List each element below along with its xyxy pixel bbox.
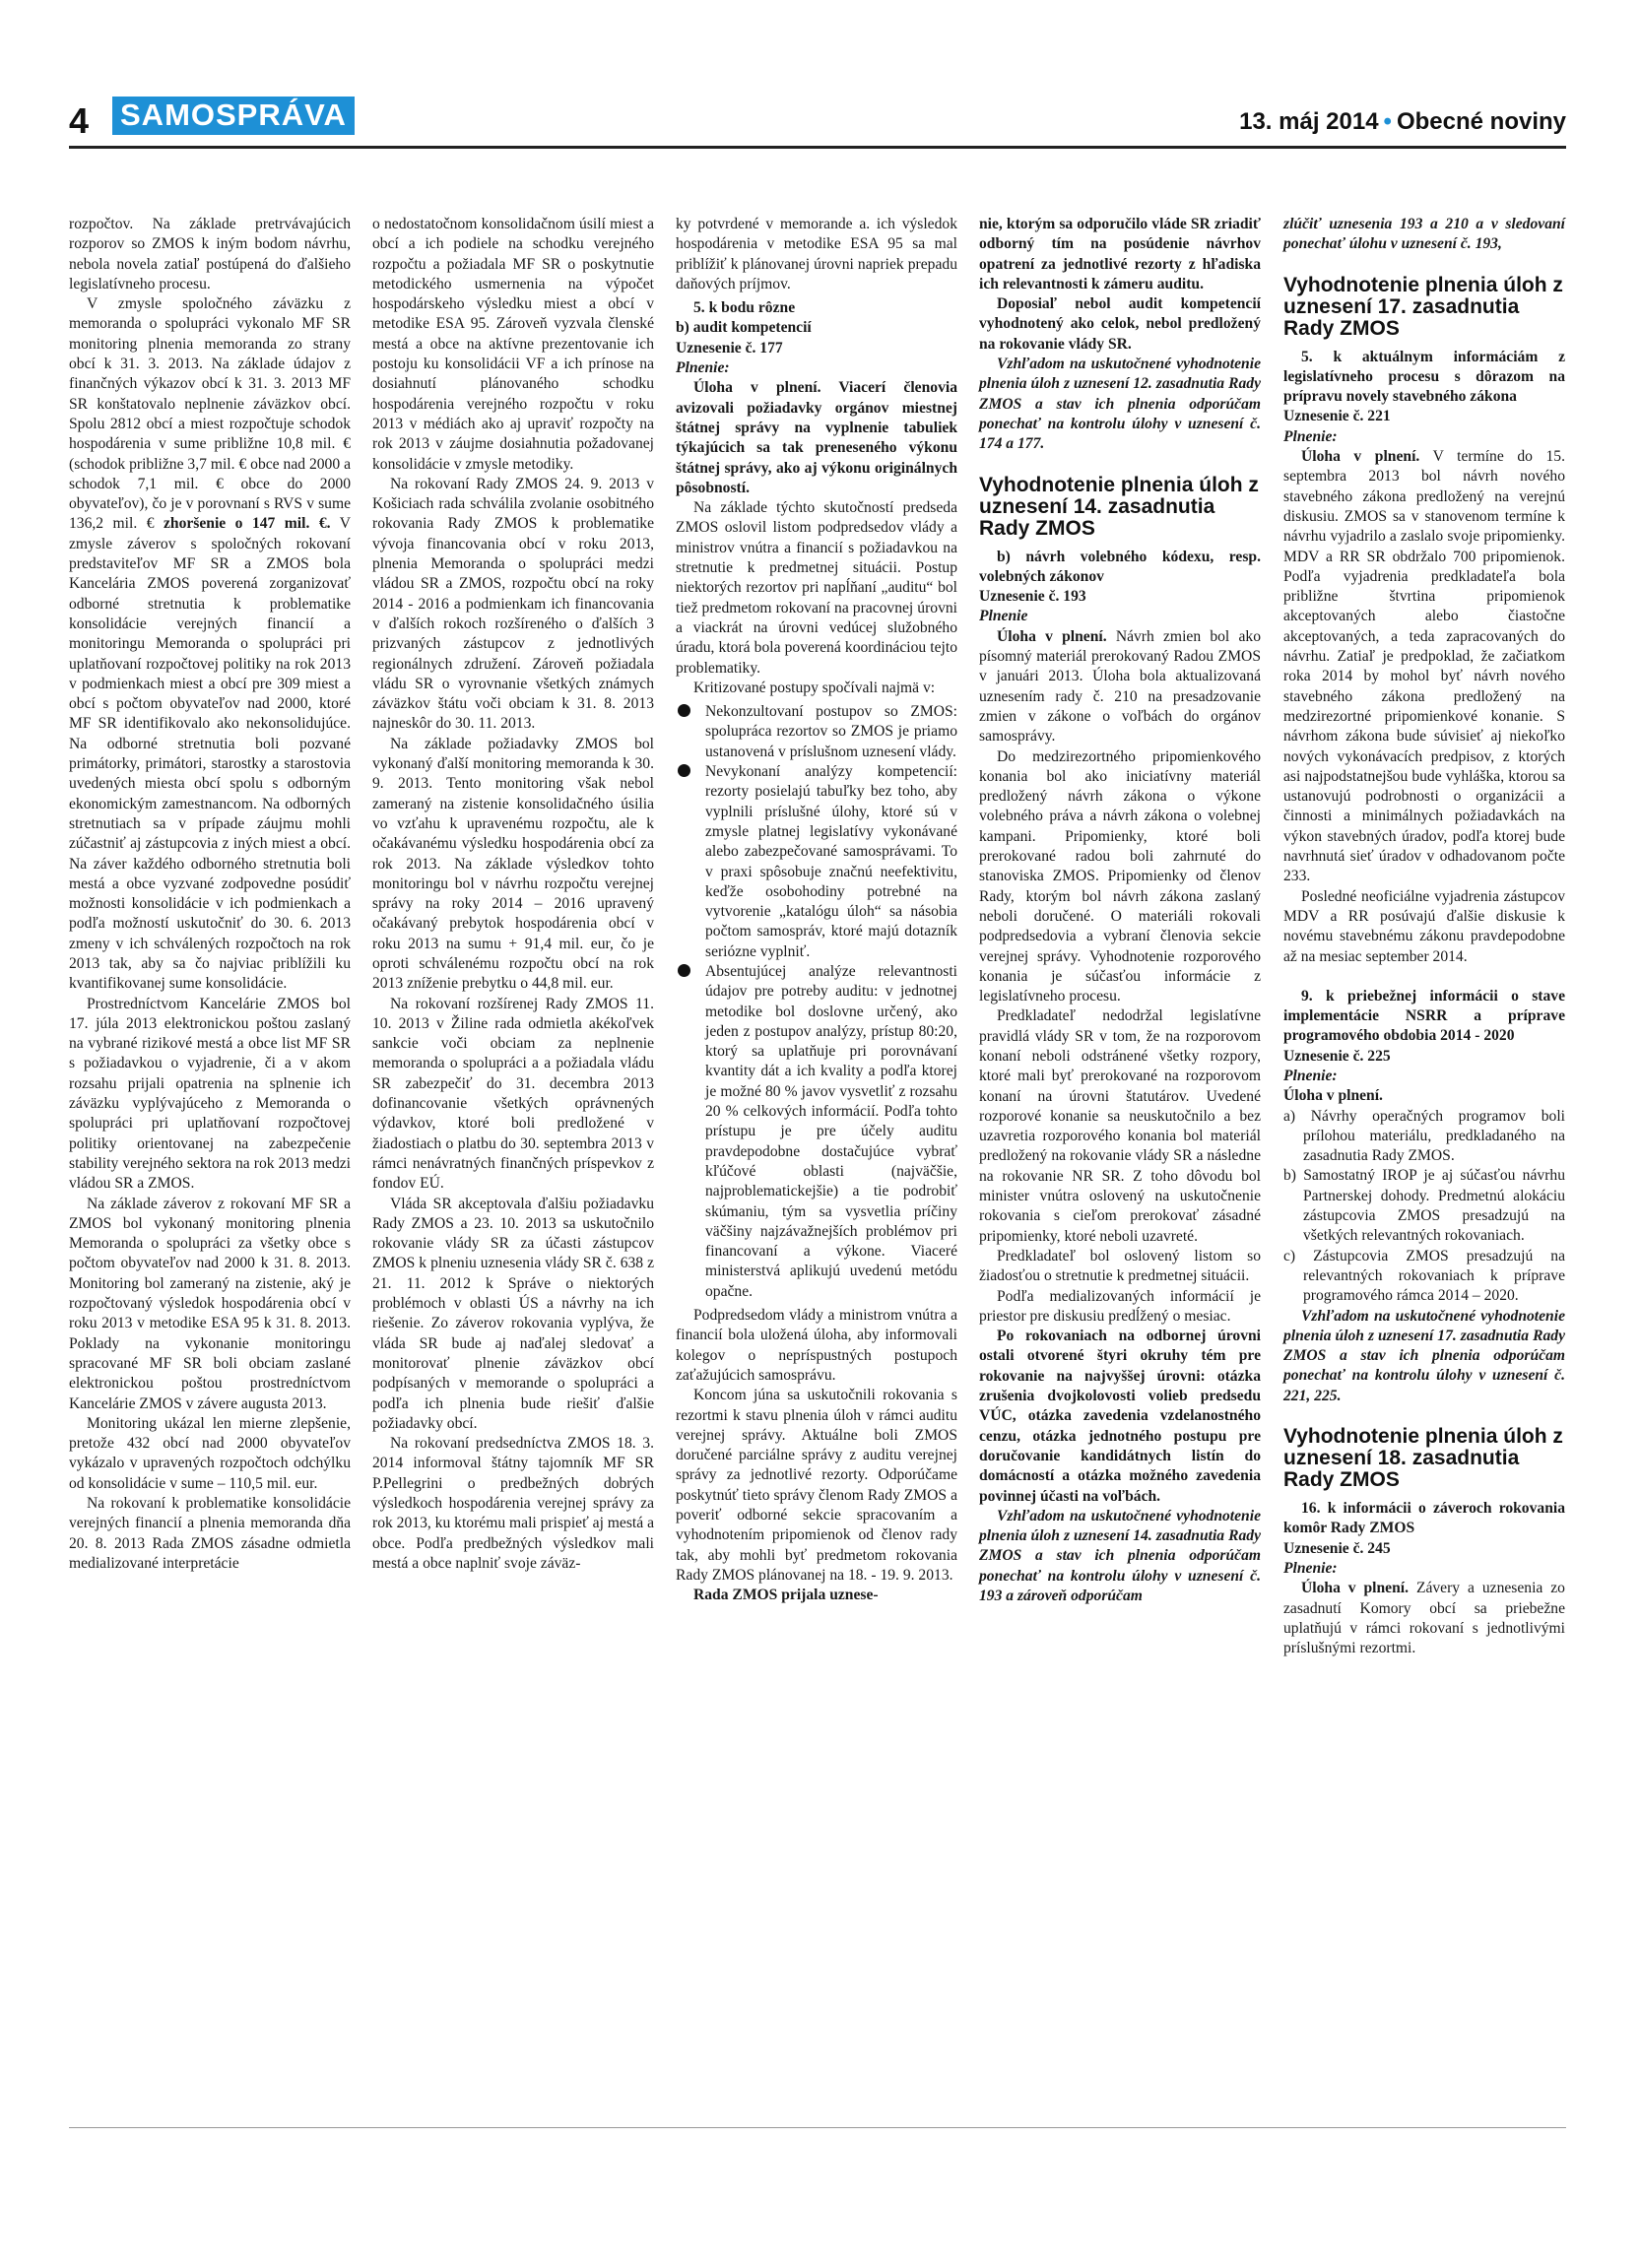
list-item xyxy=(676,962,957,1302)
list-item xyxy=(676,702,957,762)
list-item-text: Nevykonaní analýzy kompetencií: rezorty posielajú tabuľky bez toho, aby vyplnili príslušné úlohy, ktoré sú v zmysle platnej legislatívy vykonávané alebo zabezpečované samosprávami. To v praxi spôsobuje značnú neefektivitu, keďže osobohodiny potrebné na vytvorenie „katalógu úloh“ sa násobia počtom samospráv, ktoré majú dotazník seriózne vyplniť. xyxy=(705,763,957,960)
separator-dot: • xyxy=(1383,108,1392,135)
paragraph: Na rokovaní Rady ZMOS 24. 9. 2013 v Košiciach rada schválila zvolanie osobitného rokovania Rady ZMOS k problematike vývoja financovania obcí v roku 2013, plnenia Memoranda o spolupráci medzi vládou SR a ZMOS, rozpočtu obcí na roky 2014 - 2016 a podmienkam ich financovania v ďalších rokoch rozšíreného o ďalších 3 prizvaných zástupcov z jednotlivých regionálnych združení. Zároveň požiadala vládu SR o vyrovnanie všetkých známych záväzkov štátu voči obciam k 31. 8. 2013 najneskôr do 30. 11. 2013. xyxy=(372,475,654,733)
paragraph: Prostredníctvom Kancelárie ZMOS bol 17. júla 2013 elektronickou poštou zaslaný na vybrané rizikové mestá a obce list MF SR s požiadavkou o vyjadrenie, či a v akom rozsahu prijali opatrenia na splnenie ich záväzku vyplývajúceho z Memoranda o spolupráci pri uplatňovaní rozpočtovej politiky orientovanej na zabezpečenie stability verejného sektora na rok 2013 medzi vládou SR a ZMOS. xyxy=(69,995,351,1193)
status-lead: Úloha v plnení. xyxy=(1301,448,1420,466)
recommendation-paragraph: Vzhľadom na uskutočnené vyhodnotenie plnenia úloh z uznesení 14. zasadnutia Rady ZMOS a stav ich plnenia odporúčam ponechať na kontrolu úlohy v uznesení č. 193 a zároveň odporúčam xyxy=(979,1507,1261,1604)
text-run: V zmysle záverov s spoločných rokovaní predstaviteľov MF SR a ZMOS bola Kancelária ZMOS poverená zorganizovať odborné stretnutia k problematike konsolidácie verejných financií a monitoringu Memoranda o spolupráci pri uplatňovaní rozpočtovej politiky na rok 2013 v podmienkach miest a obcí pre 309 miest a obcí s počtom obyvateľov nad 2000, ktoré MF SR identifikovalo ako nekonsolidujúce. Na odborné stretnutia boli pozvané primátorky, primátori, starostky a starostovia uvedených miesta obcí spolu s odborným ekonomickým zamestnancom. Na odborných stretnutiach sa v prípade záujmu mohli zúčastniť aj zástupcovia z iných miest a obcí. Na záver každého odborného stretnutia boli mestá a obce vyzvané zodpovedne posúdiť možnosti konsolidácie v ich podmienkach a podľa možností uskutočniť do 30. 6. 2013 zmeny v ich schválených rozpočtoch na rok 2013 tak, aby sa čo najviac priblížili ku kvantifikovanej sume konsolidácie. xyxy=(69,515,351,993)
status-lead: Úloha v plnení. xyxy=(693,379,821,397)
paragraph: Po rokovaniach na odbornej úrovni ostali otvorené štyri okruhy tém pre rokovanie na najvyššej úrovni: otázka zrušenia dvojkolovosti volieb predsedu VÚC, otázka zavedenia vzdelanostného cenzu, otázka jednotného postupu pre doručovanie kandidátnych listín do domácností a otázka možného zavedenia povinnej účasti na voľbách. xyxy=(979,1328,1261,1505)
status-paragraph xyxy=(979,627,1261,747)
paragraph: Na rokovaní predsedníctva ZMOS 18. 3. 2014 informoval štátny tajomník MF SR P.Pellegrini o predbežných dobrých výsledkoch hospodárenia verejnej správy za rok 2013, ku ktorému mali prispieť aj mestá a obce. Podľa predbežných výsledkov mali mestá a obce naplniť svoje záväz- xyxy=(372,1435,654,1572)
recommendation-paragraph: zlúčiť uznesenia 193 a 210 a v sledovaní ponechať úlohu v uznesení č. 193, xyxy=(1283,216,1565,253)
paragraph xyxy=(69,294,351,994)
paragraph: Predkladateľ bol oslovený listom so žiadosťou o stretnutie k predmetnej situácii. xyxy=(979,1247,1261,1285)
page-number: 4 xyxy=(69,100,90,141)
status-paragraph xyxy=(1283,447,1565,887)
section-heading: Vyhodnotenie plnenia úloh z uznesení 17. zasadnutia Rady ZMOS xyxy=(1283,273,1563,340)
text-run: V zmysle spoločného záväzku z memoranda o spolupráci vykonalo MF SR monitoring plnenia memoranda zo strany obcí k 31. 3. 2013. Na základe údajov z finančných výkazov obcí k 31. 3. 2013 MF SR konštatovalo neplnenie záväzkov obcí. Spolu 2812 obcí a miest rozpočtuje schodok hospodárenia v sume približne 10,8 mil. € (schodok približne 3,7 mil. € obce nad 2000 a schodok 7,1 mil. € obce do 2000 obyvateľov), čo je v porovnaní s RVS v sume 136,2 mil. € xyxy=(69,295,351,533)
status-paragraph xyxy=(676,378,957,498)
text-run-bold: zhoršenie o 147 mil. €. xyxy=(163,515,331,533)
status-text: Návrh zmien bol ako písomný materiál prerokovaný Radou ZMOS v januári 2013. Úloha bola aktualizovaná uznesením rady č. 210 na presadzovanie zmien v zákone o voľbách do orgánov samosprávy. xyxy=(979,627,1261,745)
list-item-text: Absentujúcej analýze relevantnosti údajov pre potreby auditu: v jednotnej metodike bol doslovne určený, ako jeden z postupov analýzy, prístup 80:20, ktorý sa uplatňuje pri porovnávaní kvantity dát a ich kvality a podľa ktorej je možné 80 % javov vysvetliť z rozsahu 20 % celkových informácií. Podľa tohto prístupu je pre účely auditu pravdepodobne dostačujúce vybrať kľúčové oblasti (najväčšie, najproblematickejšie) a tie podrobiť skúmaniu, tým sa vysvetlia príčiny väčšiny najzávažnejších problémov pri financovaní a výkone. Viaceré ministerstvá aplikujú uvedenú metódu opačne. xyxy=(705,962,957,1300)
paragraph: Posledné neoficiálne vyjadrenia zástupcov MDV a RR posúvajú ďalšie diskusie k novému stavebnému zákonu pravdepodobne až na mesiac september 2014. xyxy=(1283,887,1565,965)
paragraph: nie, ktorým sa odporučilo vláde SR zriadiť odborný tím na posúdenie návrhov opatrení za jednotlivé rezorty z hľadiska ich relevantnosti k zámeru auditu. xyxy=(979,216,1261,292)
paragraph: Vláda SR akceptovala ďalšiu požiadavku Rady ZMOS a 23. 10. 2013 sa uskutočnilo rokovanie vlády SR za účasti zástupcov ZMOS k plneniu uznesenia vlády SR č. 638 z 21. 11. 2012 k Správe o niektorých problémoch v oblasti ÚS a návrhy na ich riešenie. Zo záverov rokovania vyplýva, že vláda SR bude aj naďalej sledovať a monitorovať plnenie záväzkov obcí podpísaných v memorande o spolupráci a podľa ich plnenia bude riešiť ďalšie požiadavky obcí. xyxy=(372,1195,654,1432)
bullet-dot xyxy=(678,964,690,977)
list-item-text: Nekonzultovaní postupov so ZMOS: spolupráca rezortov so ZMOS je priamo ustanovená v príslušnom uznesení vlády. xyxy=(705,703,957,760)
paragraph: Rada ZMOS prijala uznese- xyxy=(693,1587,879,1604)
masthead-rule xyxy=(69,146,1566,149)
column-2 xyxy=(372,215,654,1574)
paragraph: Na základe týchto skutočností predseda ZMOS oslovil listom podpredsedov vlády a ministrov vnútra a financií s požiadavkou na stretnutie k predmetnej situácii. Postup niektorých rezortov pri napĺňaní „auditu“ bol tiež predmetom rokovaní na pracovnej úrovni a viackrát na úrovni vedúcej služobného úradu, ktorá bola poverená koordináciou tejto problematiky. xyxy=(676,499,957,677)
status-text: Závery a uznesenia zo zasadnutí Komory obcí sa priebežne uplatňujú v rámci rokovaní s jednotlivými príslušnými rezortmi. xyxy=(1283,1580,1565,1657)
paragraph: Na rokovaní rozšírenej Rady ZMOS 11. 10. 2013 v Žiline rada odmietla akékoľvek sankcie voči obciam za neplnenie memoranda o spolupráci a a požiadala vládu SR zabezpečiť do 31. decembra 2013 dofinancovanie všetkých oprávnených výdavkov, ktoré boli predložené v žiadostiach o platbu do 30. septembra 2013 v rámci nenávratných finančných príspevkov z fondov EÚ. xyxy=(372,995,654,1193)
status-text: Viacerí členovia avizovali požiadavky orgánov miestnej štátnej správy na vyplnenie tabuliek týkajúcich sa tak preneseného výkonu štátnej správy, ako aj výkonu originálnych pôsobností. xyxy=(676,379,957,496)
resolution-number: Uznesenie č. 225 xyxy=(1283,1047,1391,1065)
status-lead: Úloha v plnení. xyxy=(997,627,1107,645)
column-3 xyxy=(676,215,957,1605)
resolution-number: Uznesenie č. 177 xyxy=(676,339,783,356)
paragraph: Na rokovaní k problematike konsolidácie verejných financií a plnenia memoranda dňa 20. 8. 2013 Rada ZMOS zásadne odmietla medializované interpretácie xyxy=(69,1495,351,1572)
column-5 xyxy=(1283,215,1565,1658)
issue-date: 13. máj 2014 xyxy=(1239,108,1379,135)
agenda-item-title: 5. k bodu rôzne xyxy=(693,299,796,317)
paragraph: Podľa medializovaných informácií je priestor pre diskusiu predĺžený o mesiac. xyxy=(979,1287,1261,1325)
column-1 xyxy=(69,215,351,1574)
list-item xyxy=(676,762,957,962)
paragraph: Kritizované postupy spočívali najmä v: xyxy=(693,679,936,696)
agenda-item-title: 9. k priebežnej informácii o stave implementácie NSRR a príprave programového obdobia 2014 - 2020 xyxy=(1283,987,1565,1045)
section-heading: Vyhodnotenie plnenia úloh z uznesení 14. zasadnutia Rady ZMOS xyxy=(979,473,1259,540)
resolution-number: Uznesenie č. 245 xyxy=(1283,1539,1391,1557)
fulfillment-label: Plnenie: xyxy=(1283,427,1338,445)
paragraph: ky potvrdené v memorande a. ich výsledok hospodárenia v metodike ESA 95 sa mal priblížiť k plánovanej úrovni napriek prepadu daňových príjmov. xyxy=(676,216,957,292)
paragraph: Do medzirezortného pripomienkového konania bol ako iniciatívny materiál predložený návrh zákona o výkone volebného práva a návrh zákona o volebnej kampani. Pripomienky, ktoré boli prerokované radou boli zahrnuté do stanoviska ZMOS. Pripomienky od členov Rady, ktorým bol návrh zákona zaslaný neboli doručené. O materiáli rokovali podpredsedovia a vybraní členovia sekcie verejnej správy. Vyhodnotenie rozporového konania je súčasťou informácie z legislatívneho procesu. xyxy=(979,747,1261,1005)
agenda-item-title: 5. k aktuálnym informáciám z legislatívneho procesu s dôrazom na prípravu novely stavebného zákona xyxy=(1283,348,1565,406)
fulfillment-label: Plnenie xyxy=(979,608,1028,625)
agenda-item-subtitle: b) audit kompetencií xyxy=(676,319,812,337)
bullet-dot xyxy=(678,704,690,717)
sub-item: a) Návrhy operačných programov boli prílohou materiálu, predkladaného na zasadnutia Rady ZMOS. xyxy=(1283,1107,1565,1165)
section-heading: Vyhodnotenie plnenia úloh z uznesení 18. zasadnutia Rady ZMOS xyxy=(1283,1425,1563,1492)
paragraph: o nedostatočnom konsolidačnom úsilí miest a obcí a ich podiele na schodku verejného rozpočtu a požiadala MF SR o poskytnutie metodického usmernenia na výpočet hospodárskeho výsledku miest a obcí v metodike ESA 95. Zároveň vyzvala členské mestá a obce na aktívne prezentovanie ich postoju ku konsolidácii VF a ich prínose na dosiahnutí plánovaného schodku hospodárenia verejného rozpočtu v roku 2013 v médiách ako aj upraviť rozpočty na rok 2013 v záujme dosiahnutia požadovanej konsolidácie v zmysle metodiky. xyxy=(372,216,654,473)
status-text: V termíne do 15. septembra 2013 bol návrh nového stavebného zákona predložený na verejnú diskusiu. ZMOS sa v stanovenom termíne k návrhu vyjadrilo a zaslalo svoje pripomienky. MDV a RR SR obdržalo 700 pripomienok. Podľa vyjadrenia predkladateľa bola približne štvrtina pripomienok akceptovaných alebo čiastočne akceptovaných, a teda zapracovaných do návrhu. Zatiaľ je predpoklad, že začiatkom roka 2014 by mohol byť návrh nového stavebného zákona predložený na medzirezortné pripomienkové konanie. S návrhom zákona bude súvisieť aj niekoľko nových vykonávacích predpisov, z ktorých asi najpodstatnejšou bude vyhláška, ktorou sa ustanovujú podrobnosti o organizácii a činnosti a minimálnych požiadavkách na výkon stavebných úradov, podľa ktorej bude navrhnutá sieť úradov v odhadovanom počte 233. xyxy=(1283,448,1565,885)
paragraph: Na základe požiadavky ZMOS bol vykonaný ďalší monitoring memoranda k 30. 9. 2013. Tento monitoring však nebol zameraný na zistenie konsolidačného úsilia vo vzťahu k upravenému rozpočtu, ale k očakávanému výsledku hospodárenia obcí za rok 2013. Na základe výsledkov tohto monitoringu bol v návrhu rozpočtu verejnej správy na roky 2014 – 2016 upravený očakávaný prebytok hospodárenia obcí v roku 2013 na sumu + 91,4 mil. eur, čo je oproti schválenému rozpočtu obcí na rok 2013 zníženie prebytku o 44,8 mil. eur. xyxy=(372,735,654,993)
status-lead: Úloha v plnení. xyxy=(1283,1087,1383,1105)
column-4 xyxy=(979,215,1261,1606)
sub-item: c) Zástupcovia ZMOS presadzujú na relevantných rokovaniach k príprave programového rámca 2014 – 2020. xyxy=(1283,1247,1565,1305)
recommendation-paragraph: Vzhľadom na uskutočnené vyhodnotenie plnenia úloh z uznesení 12. zasadnutia Rady ZMOS a stav ich plnenia odporúčam ponechať na kontrolu úlohy v uznesení č. 174 a 177. xyxy=(979,356,1261,453)
bullet-list xyxy=(676,702,957,1302)
fulfillment-label: Plnenie: xyxy=(676,359,730,377)
fulfillment-label: Plnenie: xyxy=(1283,1067,1338,1084)
publication-name: Obecné noviny xyxy=(1396,108,1566,135)
status-paragraph xyxy=(1283,1579,1565,1658)
resolution-number: Uznesenie č. 221 xyxy=(1283,408,1391,425)
paragraph: Na základe záverov z rokovaní MF SR a ZMOS bol vykonaný monitoring plnenia Memoranda o spolupráci za všetky obce s počtom obyvateľov nad 2000 k 31. 8. 2013. Monitoring bol zameraný na zistenie, aký je rozpočtovaný výsledok hospodárenia obcí v roku 2013 v metodike ESA 95 k 31. 8. 2013. Poklady na vykonanie monitoringu spracované MF SR boli obciam zaslané elektronickou poštou prostredníctvom Kancelárie ZMOS v závere augusta 2013. xyxy=(69,1195,351,1412)
recommendation-paragraph: Vzhľadom na uskutočnené vyhodnotenie plnenia úloh z uznesení 17. zasadnutia Rady ZMOS a stav ich plnenia odporúčam ponechať na kontrolu úlohy v uznesení č. 221, 225. xyxy=(1283,1307,1565,1404)
sub-item: b) Samostatný IROP je aj súčasťou návrhu Partnerskej dohody. Predmetnú alokáciu zástupcovia ZMOS presadzujú na všetkých relevantných rokovaniach. xyxy=(1283,1167,1565,1245)
resolution-number: Uznesenie č. 193 xyxy=(979,588,1086,606)
paragraph: Predkladateľ nedodržal legislatívne pravidlá vlády SR v tom, že na rozporovom konaní neboli odstránené všetky rozpory, ktoré mali byť prerokované na rozporovom konaní na úrovni štatutárov. Uvedené rozporové konanie sa neuskutočnilo a bez uzavretia rozporového konania bol materiál predložený na rokovanie vlády SR a následne na rokovanie NR SR. Z toho dôvodu bol minister vnútra oslovený na uskutočnenie rokovania s cieľom prerokovať zásadné pripomienky, ktoré neboli uzavreté. xyxy=(979,1007,1261,1245)
bullet-dot xyxy=(678,764,690,777)
paragraph: Koncom júna sa uskutočnili rokovania s rezortmi k stavu plnenia úloh v rámci auditu verejnej správy. Aktuálne boli ZMOS doručené parciálne správy z auditu verejnej správy za jednotlivé rezorty. Odporúčame poskytnúť tieto správy členom Rady ZMOS a poveriť odborné sekcie spracovaním a vyhodnotením pripomienok od členov rady tak, aby mohli byť predmetom rokovania Rady ZMOS plánovanej na 18. - 19. 9. 2013. xyxy=(676,1387,957,1584)
paragraph: Doposiaľ nebol audit kompetencií vyhodnotený ako celok, nebol predložený na rokovanie vlády SR. xyxy=(979,295,1261,353)
paragraph: rozpočtov. Na základe pretrvávajúcich rozporov so ZMOS k iným bodom návrhu, nebola novela zatiaľ postúpená do ďalšieho legislatívneho procesu. xyxy=(69,216,351,292)
section-badge: SAMOSPRÁVA xyxy=(112,97,355,135)
agenda-item-title: b) návrh volebného kódexu, resp. volebných zákonov xyxy=(979,548,1261,585)
status-lead: Úloha v plnení. xyxy=(1301,1580,1410,1597)
masthead xyxy=(69,97,1566,148)
agenda-item-title: 16. k informácii o záveroch rokovania komôr Rady ZMOS xyxy=(1283,1500,1565,1537)
footer-rule xyxy=(69,2127,1566,2128)
fulfillment-label: Plnenie: xyxy=(1283,1559,1338,1577)
paragraph: Monitoring ukázal len mierne zlepšenie, pretože 432 obcí nad 2000 obyvateľov vykázalo v upravených rozpočtoch odchýlku od konsolidácie v sume – 110,5 mil. eur. xyxy=(69,1414,351,1492)
issue-info xyxy=(1239,108,1566,136)
paragraph: Podpredsedom vlády a ministrom vnútra a financií bola uložená úloha, aby informovali kolegov o nepríspustných postupoch zaťažujúcich samosprávu. xyxy=(676,1307,957,1384)
